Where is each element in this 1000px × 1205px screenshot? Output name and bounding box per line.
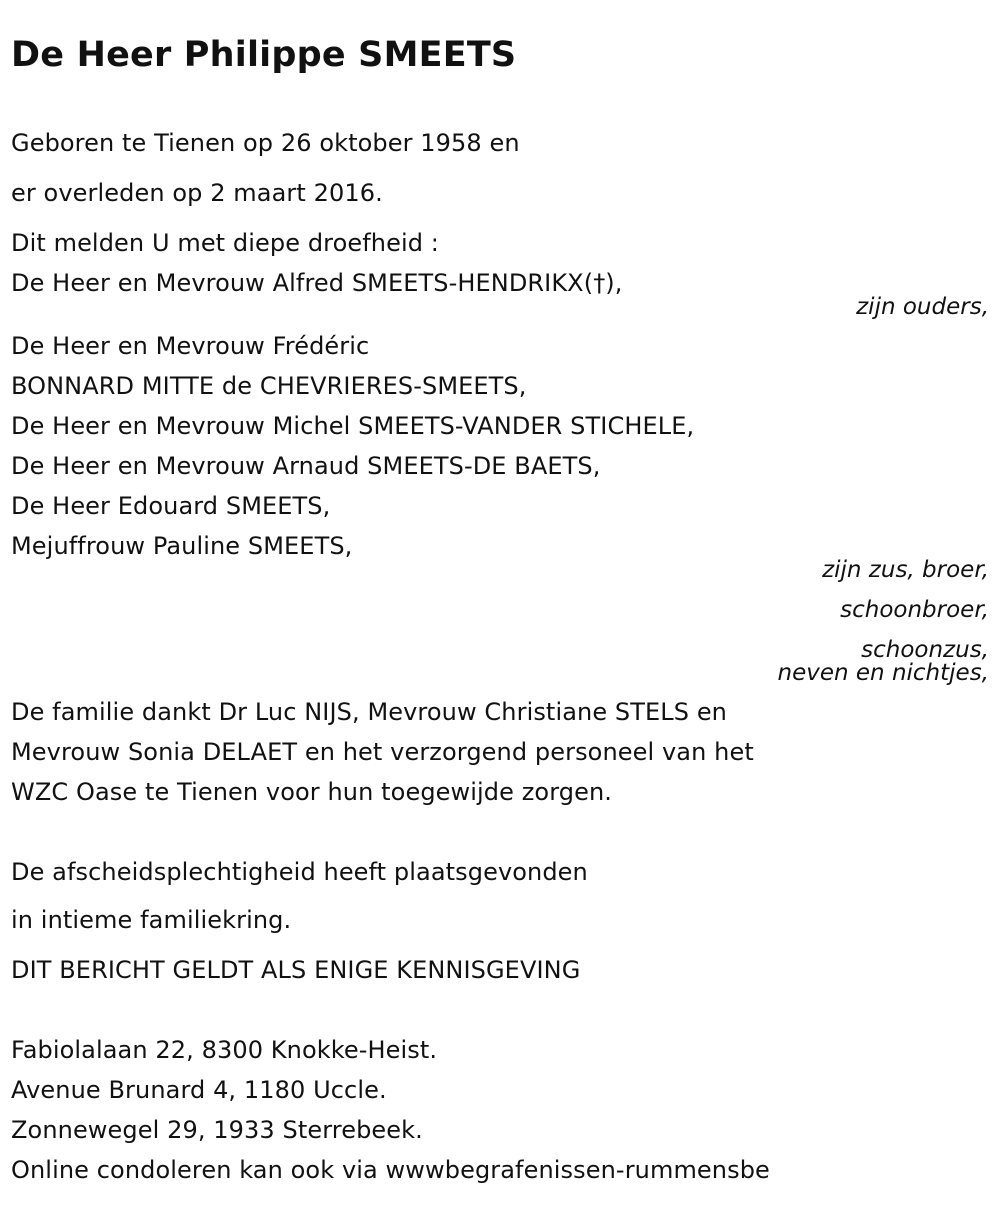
address-line: Fabiolalaan 22, 8300 Knokke-Heist. (11, 1036, 438, 1064)
family-member-line: De Heer Edouard SMEETS, (11, 492, 331, 520)
ceremony-line: De afscheidsplechtigheid heeft plaatsgevonden (11, 858, 588, 886)
parents-line: De Heer en Mevrouw Alfred SMEETS-HENDRIKX(†), (11, 269, 623, 297)
ceremony-line: in intieme familiekring. (11, 906, 292, 934)
relation-parents: zijn ouders, (856, 294, 989, 320)
announcement-line: Dit melden U met diepe droefheid : (11, 229, 439, 257)
address-line: Avenue Brunard 4, 1180 Uccle. (11, 1076, 387, 1104)
family-member-line: De Heer en Mevrouw Arnaud SMEETS-DE BAETS, (11, 452, 601, 480)
family-member-line: BONNARD MITTE de CHEVRIERES-SMEETS, (11, 372, 527, 400)
family-member-line: De Heer en Mevrouw Michel SMEETS-VANDER STICHELE, (11, 412, 695, 440)
thanks-line: De familie dankt Dr Luc NIJS, Mevrouw Christiane STELS en (11, 698, 727, 726)
relation-sister-in-law: schoonzus, (861, 637, 989, 663)
relation-nephews-nieces: neven en nichtjes, (777, 660, 989, 686)
family-member-line: Mejuffrouw Pauline SMEETS, (11, 532, 353, 560)
birth-line: Geboren te Tienen op 26 oktober 1958 en (11, 129, 520, 157)
thanks-line: Mevrouw Sonia DELAET en het verzorgend personeel van het (11, 738, 754, 766)
relation-siblings: zijn zus, broer, (822, 557, 989, 583)
thanks-line: WZC Oase te Tienen voor hun toegewijde zorgen. (11, 778, 612, 806)
relation-brother-in-law: schoonbroer, (840, 597, 989, 623)
family-member-line: De Heer en Mevrouw Frédéric (11, 332, 370, 360)
condolence-line: Online condoleren kan ook via wwwbegrafenissen-rummensbe (11, 1156, 770, 1184)
page-title: De Heer Philippe SMEETS (11, 35, 517, 75)
death-line: er overleden op 2 maart 2016. (11, 179, 383, 207)
notice-statement: DIT BERICHT GELDT ALS ENIGE KENNISGEVING (11, 956, 581, 984)
address-line: Zonnewegel 29, 1933 Sterrebeek. (11, 1116, 423, 1144)
